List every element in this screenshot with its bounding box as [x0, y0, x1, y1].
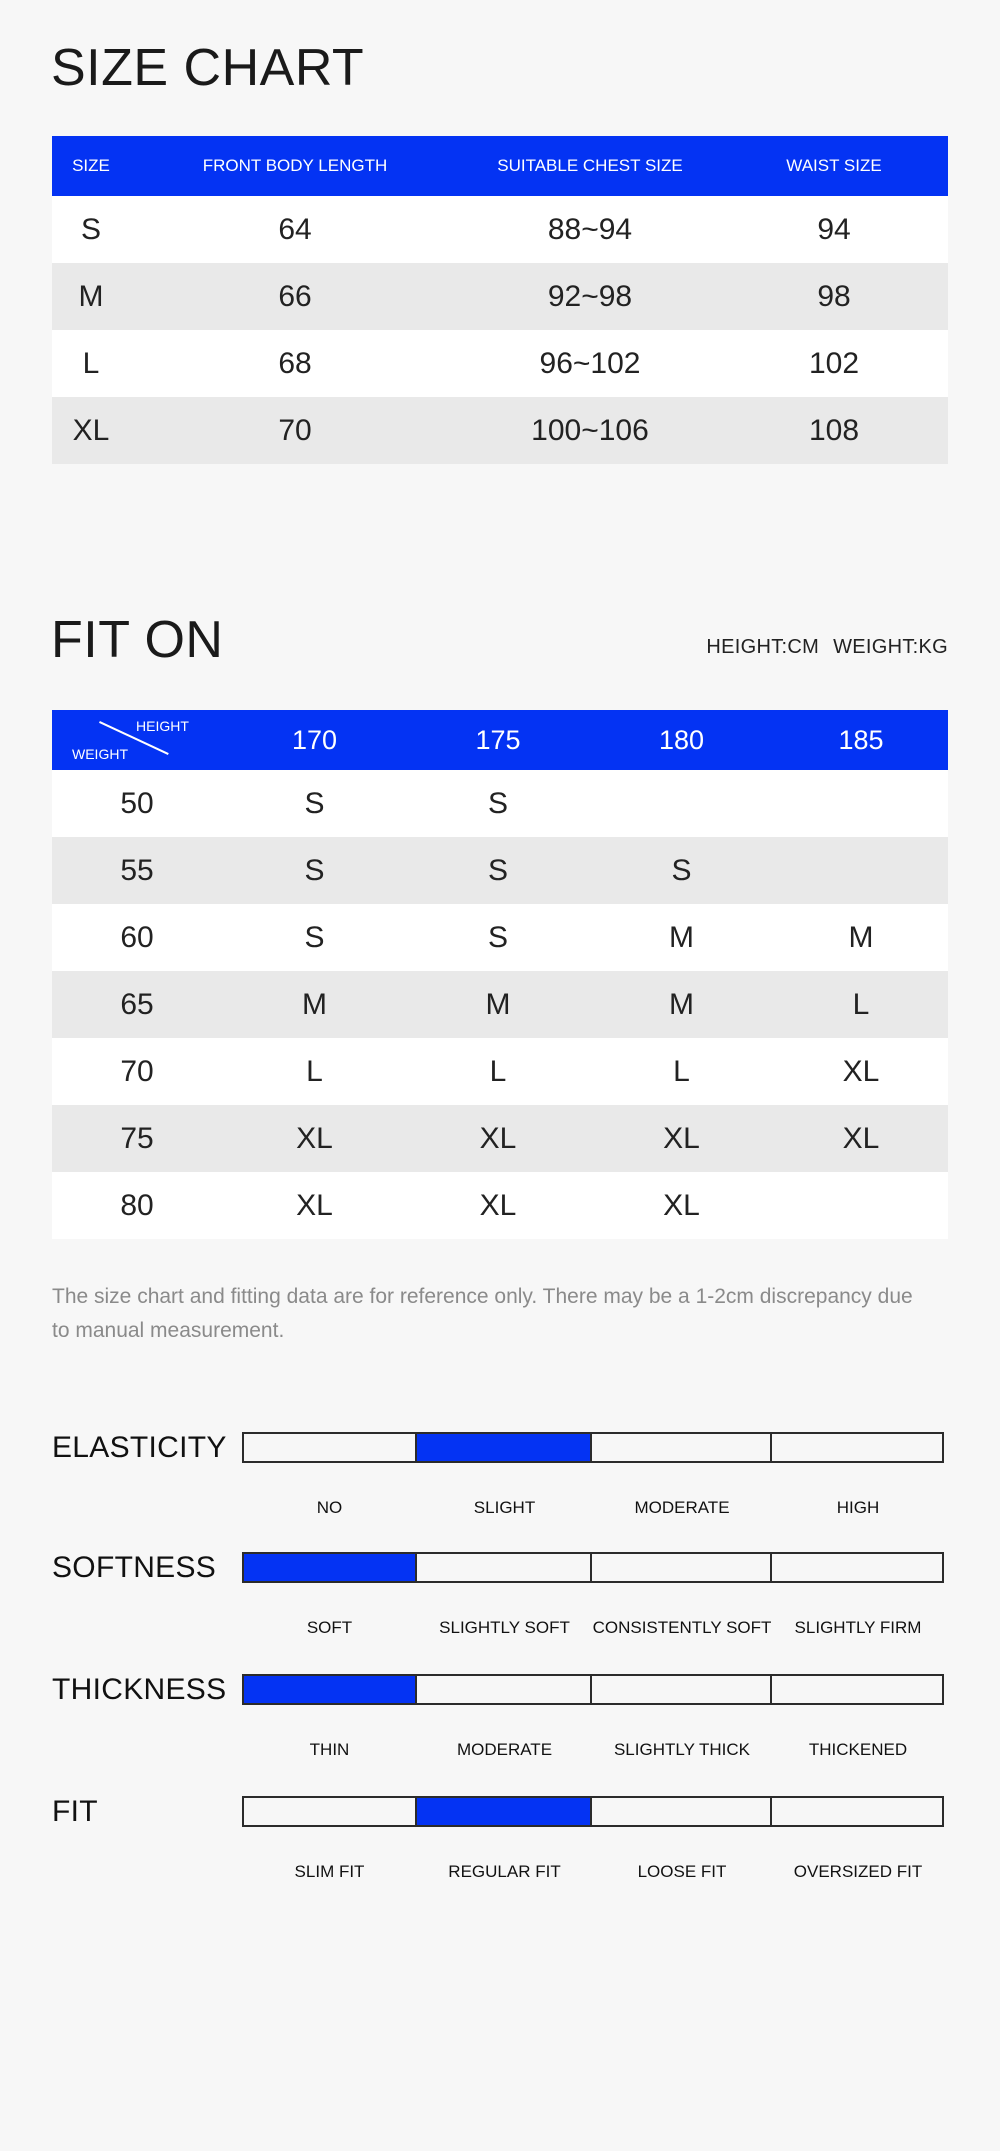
fit-label: FIT [52, 1795, 98, 1828]
scale-segment [592, 1796, 772, 1827]
weight-cell: 50 [52, 770, 222, 837]
fit-on-row [52, 1172, 948, 1239]
weight-cell: 75 [52, 1105, 222, 1172]
fit-on-row [52, 770, 948, 837]
measurement-cell: 100~106 [460, 397, 720, 464]
recommended-size-cell: M [589, 971, 774, 1038]
size-chart-header-row [52, 136, 948, 196]
scale-option-label: SLIM FIT [294, 1862, 365, 1881]
measurement-cell: 96~102 [460, 330, 720, 397]
recommended-size-cell: XL [774, 1105, 948, 1172]
scale-segment-selected [417, 1796, 592, 1827]
recommended-size-cell: L [774, 971, 948, 1038]
softness-scale [242, 1552, 944, 1583]
scale-segment [242, 1432, 417, 1463]
thickness-label: THICKNESS [52, 1673, 227, 1706]
recommended-size-cell [774, 837, 948, 904]
fit-on-row [52, 971, 948, 1038]
scale-option-label: MODERATE [634, 1498, 730, 1517]
recommended-size-cell: S [407, 837, 589, 904]
weight-cell: 70 [52, 1038, 222, 1105]
scale-option-label: MODERATE [456, 1740, 553, 1759]
scale-segment-selected [242, 1552, 417, 1583]
scale-option-label: CONSISTENTLY SOFT [592, 1618, 772, 1637]
fit-on-row [52, 837, 948, 904]
height-header: 180 [589, 710, 774, 770]
measurement-cell: 66 [130, 263, 460, 330]
recommended-size-cell: M [774, 904, 948, 971]
thickness-options [242, 1740, 944, 1760]
weight-unit: WEIGHT:KG [833, 636, 948, 658]
elasticity-options [242, 1498, 944, 1518]
fit-on-header-row [52, 710, 948, 770]
scale-segment [592, 1674, 772, 1705]
corner-weight-label: WEIGHT [72, 746, 128, 762]
weight-cell: 65 [52, 971, 222, 1038]
recommended-size-cell: L [589, 1038, 774, 1105]
recommended-size-cell: L [407, 1038, 589, 1105]
height-header: 170 [222, 710, 407, 770]
recommended-size-cell: XL [222, 1172, 407, 1239]
size-cell: L [52, 330, 130, 397]
scale-option-label: SLIGHTLY THICK [613, 1740, 751, 1759]
fit-on-row [52, 904, 948, 971]
scale-option-label: THICKENED [808, 1740, 908, 1759]
recommended-size-cell: S [407, 770, 589, 837]
thickness-scale [242, 1674, 944, 1705]
measurement-cell: 70 [130, 397, 460, 464]
size-chart-row [52, 263, 948, 330]
scale-segment [772, 1796, 944, 1827]
softness-label: SOFTNESS [52, 1551, 217, 1584]
recommended-size-cell [774, 770, 948, 837]
size-chart-row [52, 196, 948, 263]
scale-segment [772, 1674, 944, 1705]
scale-option-label: OVERSIZED FIT [793, 1862, 923, 1881]
scale-option-label: THIN [309, 1740, 350, 1759]
size-chart-table [52, 136, 948, 464]
scale-option-label: REGULAR FIT [448, 1862, 561, 1881]
header-size: SIZE [52, 136, 130, 196]
recommended-size-cell: S [407, 904, 589, 971]
fit-on-row [52, 1038, 948, 1105]
recommended-size-cell: XL [407, 1105, 589, 1172]
disclaimer-note: The size chart and fitting data are for reference only. There may be a 1-2cm discrepancy due to manual measurement. [52, 1285, 913, 1342]
scale-option-label: LOOSE FIT [637, 1862, 727, 1881]
recommended-size-cell: S [589, 837, 774, 904]
recommended-size-cell [774, 1172, 948, 1239]
measurement-cell: 88~94 [460, 196, 720, 263]
recommended-size-cell: M [407, 971, 589, 1038]
fit-scale [242, 1796, 944, 1827]
corner-header [52, 710, 222, 770]
elasticity-label: ELASTICITY [52, 1431, 227, 1464]
measurement-cell: 94 [720, 196, 948, 263]
size-chart-row [52, 330, 948, 397]
scale-segment [417, 1552, 592, 1583]
size-cell: S [52, 196, 130, 263]
weight-cell: 80 [52, 1172, 222, 1239]
scale-segment-selected [417, 1432, 592, 1463]
scale-segment [242, 1796, 417, 1827]
height-unit: HEIGHT:CM [706, 636, 820, 658]
scale-option-label: HIGH [836, 1498, 880, 1517]
softness-options [242, 1618, 944, 1638]
elasticity-scale [242, 1432, 944, 1463]
header-front-body-length: FRONT BODY LENGTH [130, 136, 460, 196]
fit-on-title: FIT ON [51, 611, 224, 669]
weight-cell: 55 [52, 837, 222, 904]
measurement-cell: 108 [720, 397, 948, 464]
corner-height-label: HEIGHT [136, 718, 189, 734]
scale-option-label: NO [316, 1498, 343, 1517]
recommended-size-cell: S [222, 837, 407, 904]
size-cell: XL [52, 397, 130, 464]
scale-segment [772, 1552, 944, 1583]
scale-segment [592, 1432, 772, 1463]
recommended-size-cell: M [222, 971, 407, 1038]
recommended-size-cell: XL [222, 1105, 407, 1172]
recommended-size-cell: L [222, 1038, 407, 1105]
header-waist-size: WAIST SIZE [720, 136, 948, 196]
fit-options [242, 1862, 944, 1882]
measurement-cell: 98 [720, 263, 948, 330]
scale-option-label: SLIGHTLY FIRM [794, 1618, 922, 1637]
height-header: 185 [774, 710, 948, 770]
measurement-cell: 102 [720, 330, 948, 397]
scale-segment [592, 1552, 772, 1583]
weight-cell: 60 [52, 904, 222, 971]
recommended-size-cell: XL [589, 1172, 774, 1239]
fit-on-table [52, 710, 948, 1239]
scale-option-label: SLIGHTLY SOFT [439, 1618, 570, 1637]
recommended-size-cell: S [222, 770, 407, 837]
measurement-cell: 68 [130, 330, 460, 397]
recommended-size-cell: M [589, 904, 774, 971]
size-chart-row [52, 397, 948, 464]
recommended-size-cell: XL [407, 1172, 589, 1239]
fit-on-row [52, 1105, 948, 1172]
height-header: 175 [407, 710, 589, 770]
scale-segment-selected [242, 1674, 417, 1705]
scale-option-label: SLIGHT [473, 1498, 536, 1517]
scale-option-label: SOFT [306, 1618, 353, 1637]
scale-segment [417, 1674, 592, 1705]
units-note [706, 636, 948, 659]
recommended-size-cell: XL [774, 1038, 948, 1105]
header-chest-size: SUITABLE CHEST SIZE [460, 136, 720, 196]
scale-segment [772, 1432, 944, 1463]
recommended-size-cell: XL [589, 1105, 774, 1172]
recommended-size-cell [589, 770, 774, 837]
measurement-cell: 64 [130, 196, 460, 263]
size-cell: M [52, 263, 130, 330]
size-chart-title: SIZE CHART [51, 39, 365, 97]
recommended-size-cell: S [222, 904, 407, 971]
measurement-cell: 92~98 [460, 263, 720, 330]
